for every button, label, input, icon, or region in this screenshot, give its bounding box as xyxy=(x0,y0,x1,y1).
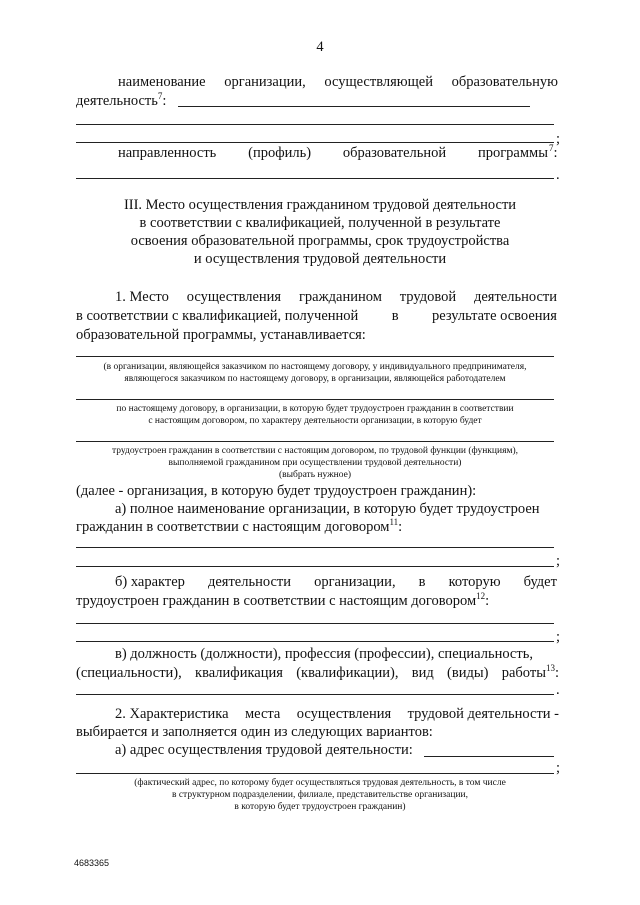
semicolon: ; xyxy=(556,131,561,147)
word: образовательной xyxy=(342,145,447,161)
word: которую xyxy=(448,574,501,590)
section3-title-4: и осуществления трудовой деятельности xyxy=(193,251,447,267)
hint-2a: по настоящему договору, в организации, в которую будет трудоустроен гражданин в соответствии xyxy=(116,404,514,414)
place-field-2[interactable] xyxy=(76,399,554,400)
word: в) должность (должности), профессия (профессии), специальность, xyxy=(115,646,533,662)
p1-line-2 xyxy=(76,307,557,325)
word: 1. Место xyxy=(115,289,169,305)
word: деятельности xyxy=(473,289,557,305)
hint-3c: (выбрать нужное) xyxy=(278,470,352,480)
word: организации, xyxy=(314,574,396,590)
word: (виды) xyxy=(447,665,489,681)
word: осуществления xyxy=(296,706,392,722)
document-code: 4683365 xyxy=(74,858,110,868)
section3-title-3: освоения образовательной программы, срок трудоустройства xyxy=(130,233,510,249)
word: (профиль) xyxy=(248,145,312,161)
word: будет xyxy=(523,574,557,590)
section3-title-1: III. Место осуществления гражданином трудовой деятельности xyxy=(123,197,517,213)
word: трудовой деятельности - xyxy=(407,706,559,722)
hint-1b: являющегося заказчиком по настоящему договору, в организации, являющейся работодателем xyxy=(124,374,506,384)
word: места xyxy=(244,706,281,722)
direction-line xyxy=(118,144,548,162)
word: деятельности xyxy=(207,574,291,590)
colon: : xyxy=(553,145,558,161)
word: гражданином xyxy=(298,289,382,305)
p2-line-1 xyxy=(115,705,559,723)
colon: : xyxy=(555,665,560,681)
word: квалификация xyxy=(195,665,283,681)
label-text: гражданин в соответствии с настоящим договором xyxy=(76,519,390,535)
word: (специальности), xyxy=(76,665,182,681)
hint-4b: в структурном подразделении, филиале, представительстве организации, xyxy=(171,790,469,800)
word: вид xyxy=(411,665,434,681)
hint-3b: выполняемой гражданином при осуществлении трудовой деятельности) xyxy=(168,458,462,468)
item-a-field-2[interactable] xyxy=(76,566,554,567)
hint-4c: в которую будет трудоустроен гражданин) xyxy=(234,802,406,812)
place-field-1[interactable] xyxy=(76,356,554,357)
org-name-field-2[interactable] xyxy=(76,124,554,125)
org-name-field[interactable] xyxy=(178,106,530,107)
colon: : xyxy=(485,593,490,609)
item-a-line-2 xyxy=(76,518,402,536)
word: б) характер xyxy=(115,574,185,590)
label-text: деятельность xyxy=(76,93,158,109)
direction-sup xyxy=(549,144,558,162)
period: . xyxy=(556,682,560,698)
word: в соответствии с квалификацией, полученной xyxy=(76,308,359,324)
address-field-1[interactable] xyxy=(424,756,554,757)
word: трудовой xyxy=(399,289,457,305)
word: результате освоения xyxy=(431,308,557,324)
p2-line-2: выбирается и заполняется один из следующих вариантов: xyxy=(76,724,433,740)
colon: : xyxy=(162,93,167,109)
footnote-ref: 13 xyxy=(546,663,555,674)
semicolon: ; xyxy=(556,760,561,776)
hint-4a: (фактический адрес, по которому будет осуществляться трудовая деятельность, в том числе xyxy=(134,778,506,788)
word: 2. Характеристика xyxy=(115,706,229,722)
semicolon: ; xyxy=(556,553,561,569)
word: программы xyxy=(477,145,548,161)
item-c-sup xyxy=(546,664,559,682)
word: наименование xyxy=(118,74,206,90)
word: направленность xyxy=(118,145,217,161)
item-a-line-1: а) полное наименование организации, в которую будет трудоустроен xyxy=(115,501,540,517)
item-a-field-1[interactable] xyxy=(76,547,554,548)
word: образовательную xyxy=(451,74,558,90)
label-text: трудоустроен гражданин в соответствии с настоящим договором xyxy=(76,593,477,609)
page-number: 4 xyxy=(316,39,324,55)
place-field-3[interactable] xyxy=(76,441,554,442)
address-field-2[interactable] xyxy=(76,773,554,774)
item-b-field-1[interactable] xyxy=(76,623,554,624)
footnote-ref: 12 xyxy=(476,591,486,602)
colon: : xyxy=(398,519,403,535)
word: в xyxy=(418,574,426,590)
org-name-line xyxy=(118,73,558,91)
section3-title-2: в соответствии с квалификацией, полученной в результате xyxy=(139,215,501,231)
word: осуществления xyxy=(186,289,282,305)
word: (квалификации), xyxy=(296,665,399,681)
word: работы xyxy=(501,665,546,681)
footnote-ref: 7 xyxy=(157,91,163,102)
semicolon: ; xyxy=(556,629,561,645)
word: в xyxy=(391,308,399,324)
word: осуществляющей xyxy=(324,74,433,90)
item-c-field[interactable] xyxy=(76,694,554,695)
period: . xyxy=(556,167,560,183)
item-c-line-1 xyxy=(115,645,557,663)
p1-line-3: образовательной программы, устанавливается: xyxy=(76,327,366,343)
item-b-line-2 xyxy=(76,592,489,610)
p1-line-1 xyxy=(115,288,557,306)
item-b-line-1 xyxy=(115,573,557,591)
further-text: (далее - организация, в которую будет трудоустроен гражданин): xyxy=(76,483,477,499)
footnote-ref: 11 xyxy=(389,517,399,528)
hint-1a: (в организации, являющейся заказчиком по настоящему договору, у индивидуального предпринимателя, xyxy=(103,362,527,372)
org-name-field-3[interactable] xyxy=(76,142,554,143)
word: организации, xyxy=(224,74,306,90)
p2a-label: а) адрес осуществления трудовой деятельности: xyxy=(115,742,413,758)
footnote-ref: 7 xyxy=(549,143,554,154)
hint-2b: с настоящим договором, по характеру деятельности организации, в которую будет xyxy=(148,416,482,426)
item-c-line-2 xyxy=(76,664,546,682)
hint-3a: трудоустроен гражданин в соответствии с настоящим договором, по трудовой функции (функциям), xyxy=(112,446,518,456)
item-b-field-2[interactable] xyxy=(76,641,554,642)
direction-field[interactable] xyxy=(76,178,554,179)
org-activity-label xyxy=(76,92,166,110)
